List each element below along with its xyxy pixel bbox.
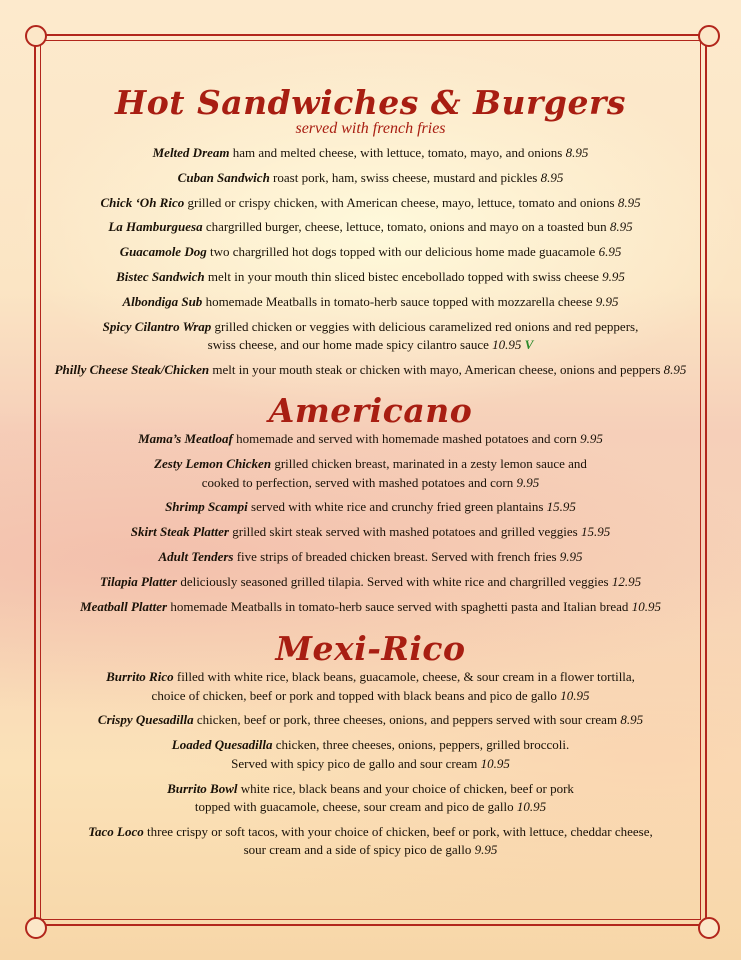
item-description: grilled skirt steak served with mashed potatoes and grilled veggies [232, 524, 578, 540]
item-description-cont: Served with spicy pico de gallo and sour cream [231, 755, 478, 771]
item-name: Cuban Sandwich [177, 169, 270, 185]
corner-ornament [25, 917, 47, 939]
item-name: La Hamburguesa [108, 219, 203, 235]
item-description: chicken, three cheeses, onions, peppers, grilled broccoli. [275, 737, 570, 753]
item-name: Chick ‘Oh Rico [100, 194, 185, 210]
section-title: Mexi-Rico [275, 629, 466, 669]
item-name: Spicy Cilantro Wrap [102, 318, 212, 334]
item-name: Bistec Sandwich [116, 268, 205, 284]
item-description-cont: cooked to perfection, served with mashed potatoes and corn [201, 474, 514, 490]
section-title: Americano [268, 391, 473, 431]
item-price: 8.95 [617, 194, 641, 210]
item-description: three crispy or soft tacos, with your choice of chicken, beef or pork, with lettuce, cheddar cheese, [147, 823, 653, 839]
item-name: Crispy Quesadilla [97, 712, 194, 728]
menu-section [40, 84, 701, 379]
item-name: Shrimp Scampi [165, 499, 248, 515]
item-name: Meatball Platter [80, 598, 168, 614]
item-name: Tilapia Platter [99, 573, 178, 589]
menu-item [40, 711, 701, 730]
item-price: 10.95 [560, 687, 590, 703]
menu-item [40, 218, 701, 237]
item-name: Loaded Quesadilla [171, 737, 273, 753]
item-description-cont: topped with guacamole, cheese, sour cream and pico de gallo [194, 799, 514, 815]
item-price: 8.95 [565, 145, 589, 160]
item-price: 15.95 [580, 524, 611, 540]
item-description: chicken, beef or pork, three cheeses, onions, and peppers served with sour cream [196, 712, 618, 728]
item-price: 9.95 [559, 549, 583, 565]
item-description: homemade and served with homemade mashed potatoes and corn [236, 431, 577, 447]
item-description-cont: sour cream and a side of spicy pico de gallo [243, 842, 472, 858]
menu-item [40, 169, 701, 188]
corner-ornament [698, 25, 720, 47]
item-description: melt in your mouth steak or chicken with mayo, American cheese, onions and peppers [212, 361, 661, 377]
menu-item [40, 523, 701, 542]
item-price: 9.95 [595, 293, 619, 309]
menu-item [40, 318, 701, 355]
corner-ornament [698, 917, 720, 939]
menu-item [40, 194, 701, 213]
menu-item [40, 598, 701, 617]
item-name: Zesty Lemon Chicken [154, 456, 272, 472]
menu-section [40, 630, 701, 860]
item-price: 12.95 [611, 573, 642, 589]
menu-item [40, 736, 701, 773]
item-description: chargrilled burger, cheese, lettuce, tomato, onions and mayo on a toasted bun [205, 219, 607, 235]
section-subtitle: served with french fries [295, 120, 446, 137]
item-price: 10.95 [631, 598, 661, 614]
item-name: Philly Cheese Steak/Chicken [54, 361, 210, 377]
item-price: 9.95 [602, 268, 625, 284]
item-description: five strips of breaded chicken breast. Served with french fries [236, 549, 557, 565]
vegetarian-icon: V [524, 337, 534, 353]
item-price: 10.95 [480, 755, 510, 771]
item-price: 10.95 [492, 337, 522, 353]
menu-content [40, 84, 701, 866]
item-description: grilled or crispy chicken, with American cheese, mayo, lettuce, tomato and onions [187, 194, 615, 210]
menu-item [40, 548, 701, 567]
corner-ornament [25, 25, 47, 47]
menu-item [40, 823, 701, 860]
item-description: filled with white rice, black beans, guacamole, cheese, & sour cream in a flower tortilla, [176, 669, 635, 685]
menu-item [40, 293, 701, 312]
menu-item [40, 144, 701, 163]
item-name: Skirt Steak Platter [130, 524, 229, 540]
item-description-cont: swiss cheese, and our home made spicy cilantro sauce [207, 337, 489, 353]
menu-item [40, 573, 701, 592]
item-name: Mama’s Meatloaf [138, 431, 233, 447]
item-name: Albondiga Sub [122, 293, 203, 309]
item-price: 9.95 [580, 431, 603, 447]
item-price: 8.95 [540, 169, 564, 185]
menu-item [40, 780, 701, 817]
item-description: melt in your mouth thin sliced bistec encebollado topped with swiss cheese [207, 268, 599, 284]
item-description: served with white rice and crunchy fried green plantains [251, 499, 544, 515]
menu-item [40, 243, 701, 262]
menu-item [40, 268, 701, 287]
item-description: white rice, black beans and your choice of chicken, beef or pork [240, 780, 574, 796]
menu-item [40, 361, 701, 380]
item-description: deliciously seasoned grilled tilapia. Served with white rice and chargrilled veggies [180, 573, 609, 589]
item-description: roast pork, ham, swiss cheese, mustard and pickles [273, 169, 538, 185]
item-price: 8.95 [620, 712, 644, 728]
item-price: 6.95 [598, 244, 622, 260]
item-name: Burrito Rico [106, 669, 174, 685]
item-description: grilled chicken breast, marinated in a zesty lemon sauce and [274, 456, 587, 472]
item-price: 8.95 [609, 219, 633, 235]
menu-item [40, 668, 701, 705]
menu-item [40, 498, 701, 517]
item-name: Adult Tenders [158, 549, 234, 565]
menu-item [40, 455, 701, 492]
item-price: 15.95 [546, 499, 576, 515]
item-price: 9.95 [516, 474, 540, 490]
item-description: two chargrilled hot dogs topped with our delicious home made guacamole [209, 244, 596, 260]
item-price: 8.95 [663, 361, 687, 377]
menu-item [40, 430, 701, 449]
item-description: grilled chicken or veggies with delicious caramelized red onions and red peppers, [214, 318, 639, 334]
item-description-cont: choice of chicken, beef or pork and topped with black beans and pico de gallo [151, 687, 557, 703]
menu-section [40, 392, 701, 616]
item-name: Melted Dream [152, 145, 230, 160]
item-description: homemade Meatballs in tomato-herb sauce topped with mozzarella cheese [205, 293, 593, 309]
item-name: Taco Loco [88, 823, 144, 839]
item-description: ham and melted cheese, with lettuce, tomato, mayo, and onions [232, 145, 563, 160]
item-price: 9.95 [474, 842, 498, 858]
item-name: Guacamole Dog [119, 244, 207, 260]
item-name: Burrito Bowl [167, 780, 238, 796]
section-title: Hot Sandwiches & Burgers [115, 83, 626, 122]
item-description: homemade Meatballs in tomato-herb sauce served with spaghetti pasta and Italian bread [170, 598, 629, 614]
item-price: 10.95 [516, 799, 547, 815]
